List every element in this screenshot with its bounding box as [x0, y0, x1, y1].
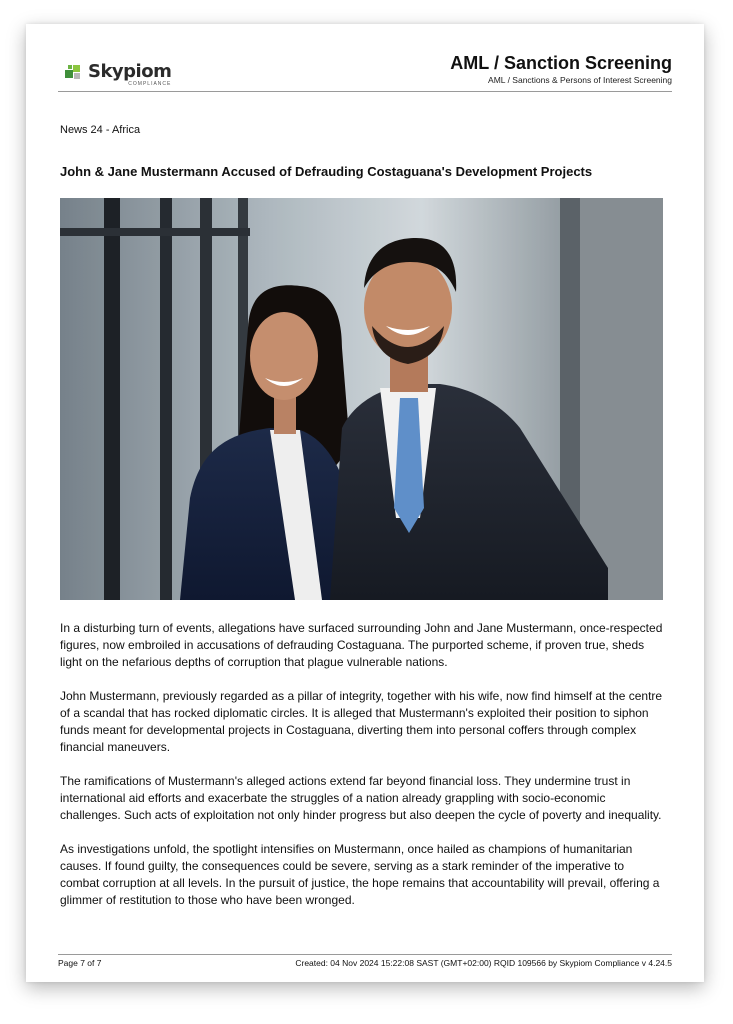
- page-header: [58, 52, 672, 92]
- created-info: Created: 04 Nov 2024 15:22:08 SAST (GMT+02:00) RQID 109566 by Skypiom Compliance v 4.24.5: [295, 958, 672, 968]
- article-paragraph: John Mustermann, previously regarded as a pillar of integrity, together with his wife, now find himself at the centre of a scandal that has rocked diplomatic circles. It is alleged that Mustermann's exploited their position to siphon funds meant for developmental projects in Costaguana, diverting them into personal coffers through complex financial maneuvers.: [60, 689, 663, 754]
- document-page: [26, 24, 704, 982]
- news-source: News 24 - Africa: [60, 124, 141, 136]
- logo-mark-icon: [64, 62, 84, 82]
- couple-photo-illustration: [60, 198, 663, 600]
- report-subtitle: AML / Sanctions & Persons of Interest Screening: [488, 75, 672, 85]
- article-paragraph: The ramifications of Mustermann's alleged actions extend far beyond financial loss. They undermine trust in international aid efforts and exacerbate the struggles of a nation already grappling with socio-economic challenges. Such acts of exploitation not only hinder progress but also deepen the cycle of poverty and inequality.: [60, 774, 662, 822]
- article-headline: John & Jane Mustermann Accused of Defrauding Costaguana's Development Projects: [60, 164, 593, 179]
- article-body: [60, 620, 666, 926]
- logo-subtitle: COMPLIANCE: [128, 81, 172, 87]
- article-photo: [60, 198, 663, 600]
- report-title: AML / Sanction Screening: [450, 53, 672, 73]
- skypiom-logo: [64, 58, 171, 86]
- article-paragraph: As investigations unfold, the spotlight intensifies on Mustermann, once hailed as champions of humanitarian causes. If found guilty, the consequences could be severe, serving as a stark reminder of the imperative to combat corruption at all levels. In the pursuit of justice, the hope remains that accountability will prevail, offering a glimmer of restitution to those who have been wronged.: [60, 842, 660, 907]
- article-paragraph: In a disturbing turn of events, allegations have surfaced surrounding John and Jane Mustermann, once-respected figures, now embroiled in accusations of defrauding Costaguana. The purported scheme, if proven true, sheds light on the nefarious depths of corruption that plague vulnerable nations.: [60, 621, 663, 669]
- logo-name: Skypiom: [88, 61, 172, 82]
- footer-divider: [58, 954, 672, 955]
- header-divider: [58, 91, 672, 92]
- page-number: Page 7 of 7: [58, 958, 102, 968]
